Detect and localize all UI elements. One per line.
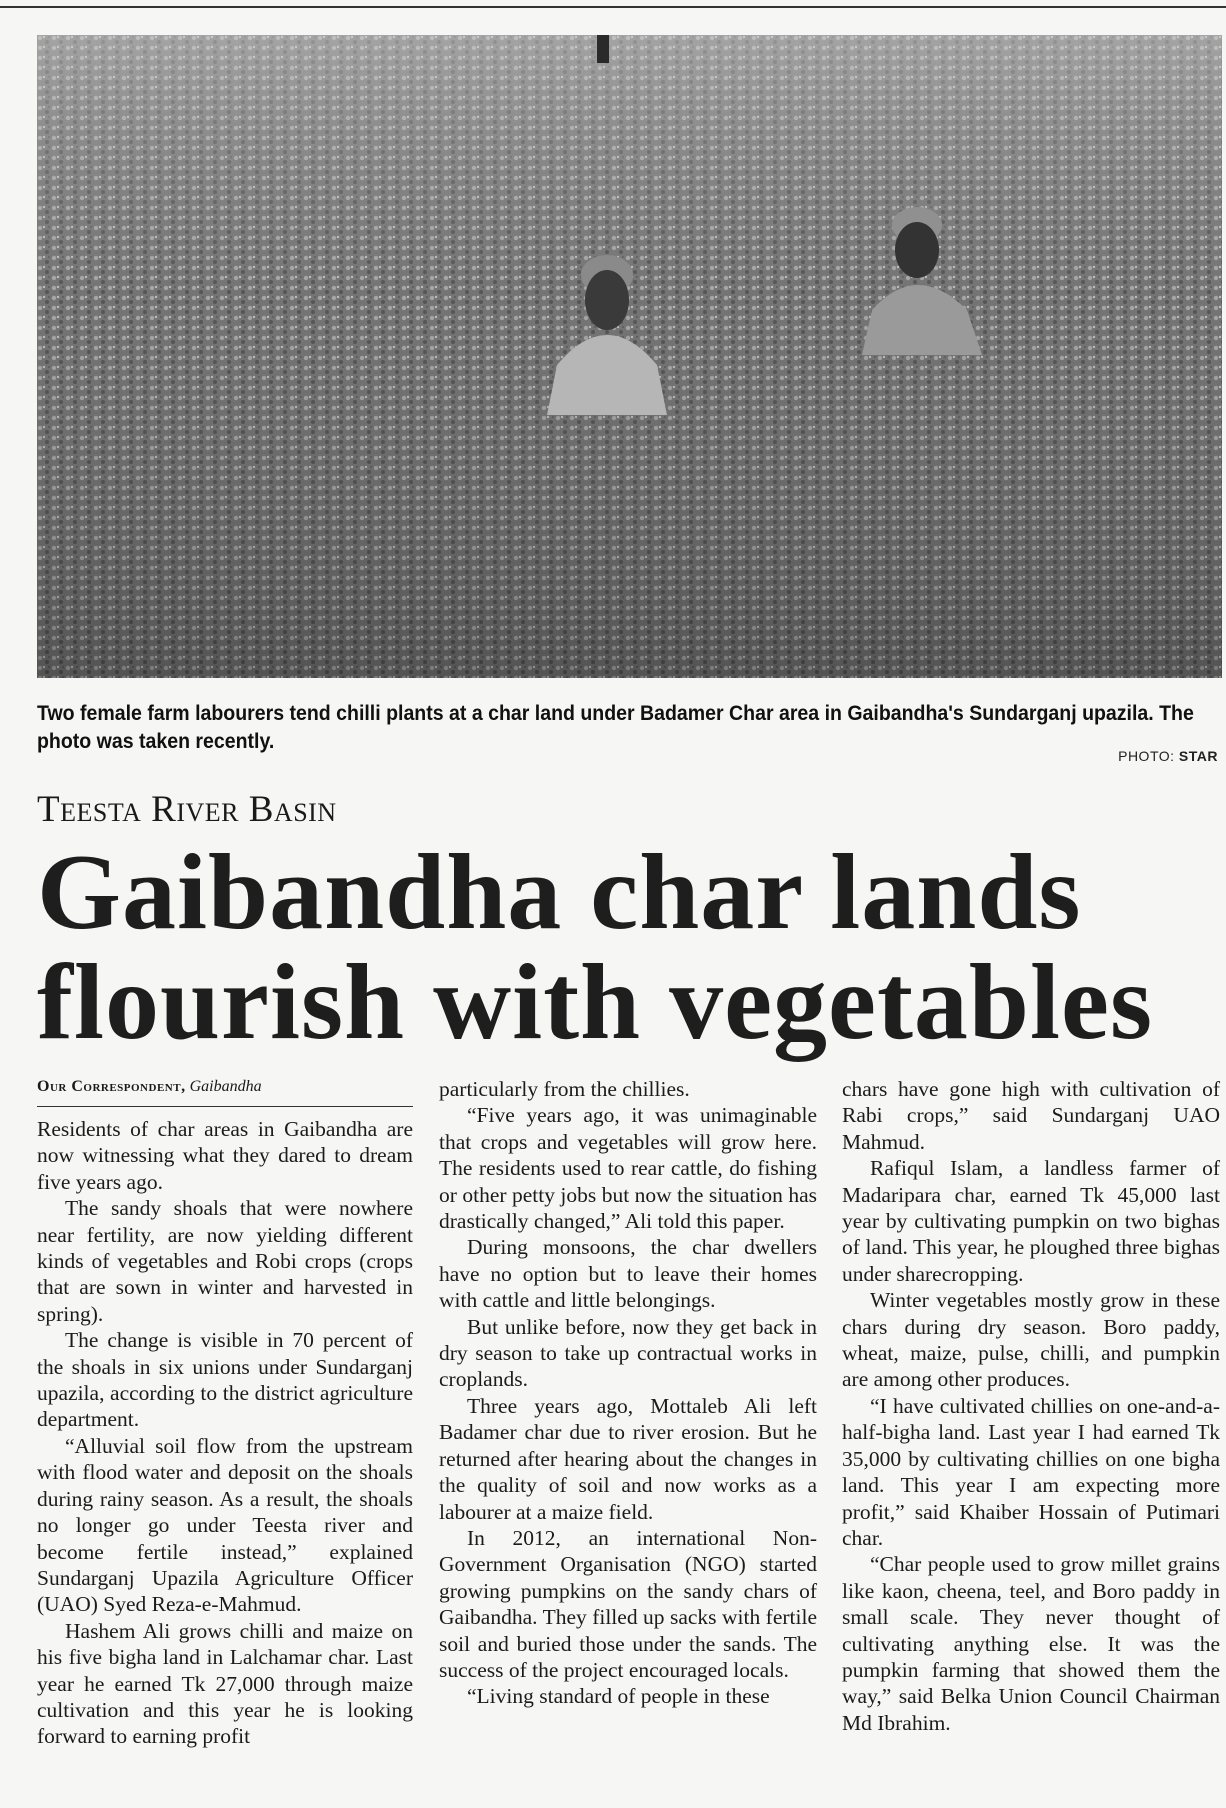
article-column-2: [439, 1076, 817, 1710]
news-photo: [37, 35, 1222, 678]
article-column-1: [37, 1116, 413, 1750]
paragraph: But unlike before, now they get back in dry season to take up contractual works in croplands.: [439, 1314, 817, 1392]
byline-place: Gaibandha: [189, 1078, 262, 1095]
chilli-field-photo: [37, 35, 1222, 678]
headline: [37, 833, 1222, 1062]
section-kicker: Teesta River Basin: [37, 789, 337, 830]
headline-line: flourish with vegetables: [37, 943, 1153, 1062]
paragraph: The change is visible in 70 percent of the shoals in six unions under Sundarganj upazila, according to the district agriculture department.: [37, 1328, 413, 1432]
paragraph: “Char people used to grow millet grains like kaon, cheena, teel, and Boro paddy in small scale. They never thought of cultivating anything else. It was the pumpkin farming that showed them the way,” said Belka Union Council Chairman Md Ibrahim.: [842, 1552, 1220, 1735]
paragraph: particularly from the chillies.: [439, 1077, 690, 1101]
photo-credit-source: STAR: [1178, 748, 1218, 764]
paragraph: Residents of char areas in Gaibandha are now witnessing what they dared to dream five years ago.: [37, 1117, 413, 1194]
paragraph: Winter vegetables mostly grow in these chars during dry season. Boro paddy, wheat, maize, pulse, chilli, and pumpkin are among other produces.: [842, 1288, 1220, 1392]
photo-credit: [1118, 748, 1218, 764]
paragraph: In 2012, an international Non-Government Organisation (NGO) started growing pumpkins on the sandy chars of Gaibandha. They filled up sacks with fertile soil and buried those under the sands. The success of the project encouraged locals.: [439, 1525, 817, 1682]
headline-line: Gaibandha char lands: [37, 833, 1082, 952]
paragraph: “Five years ago, it was unimaginable that crops and vegetables will grow here. The residents used to rear cattle, do fishing or other petty jobs but now the situation has drastically changed,” Ali told this paper.: [439, 1103, 817, 1234]
paragraph: “Alluvial soil flow from the upstream with flood water and deposit on the shoals during rainy season. As a result, the shoals no longer go under Teesta river and become fertile instead,” explained Sundarganj Upazila Agriculture Officer (UAO) Syed Reza-e-Mahmud.: [37, 1433, 413, 1617]
paragraph: “I have cultivated chillies on one-and-a-half-bigha land. Last year I had earned Tk 35,000 by cultivating chillies on one bigha land. This year I am expecting more profit,” said Khaiber Hossain of Putimari char.: [842, 1393, 1220, 1550]
paragraph: During monsoons, the char dwellers have no option but to leave their homes with cattle and little belongings.: [439, 1235, 817, 1313]
paragraph: chars have gone high with cultivation of Rabi crops,” said Sundarganj UAO Mahmud.: [842, 1077, 1220, 1154]
article-column-3: [842, 1076, 1220, 1736]
byline-name: Our Correspondent,: [37, 1078, 186, 1095]
paragraph: Three years ago, Mottaleb Ali left Badamer char due to river erosion. But he returned after hearing about the changes in the quality of soil and now works as a labourer at a maize field.: [439, 1393, 817, 1524]
paragraph: Rafiqul Islam, a landless farmer of Madaripara char, earned Tk 45,000 last year by cultivating pumpkin on two bighas of land. This year, he ploughed three bighas under sharecropping.: [842, 1156, 1220, 1286]
photo-credit-label: PHOTO:: [1118, 748, 1175, 764]
paragraph: The sandy shoals that were nowhere near fertility, are now yielding different kinds of vegetables and Robi crops (crops that are sown in winter and harvested in spring).: [37, 1196, 413, 1326]
paragraph: Hashem Ali grows chilli and maize on his five bigha land in Lalchamar char. Last year he earned Tk 27,000 through maize cultivation and this year he is looking forward to earning profit: [37, 1618, 413, 1749]
byline: [37, 1076, 413, 1107]
top-rule: [0, 6, 1226, 8]
paragraph: “Living standard of people in these: [467, 1684, 770, 1709]
photo-caption: Two female farm labourers tend chilli plants at a char land under Badamer Char area in Gaibandha's Sundarganj upazila. The photo was taken recently.: [37, 702, 1194, 753]
